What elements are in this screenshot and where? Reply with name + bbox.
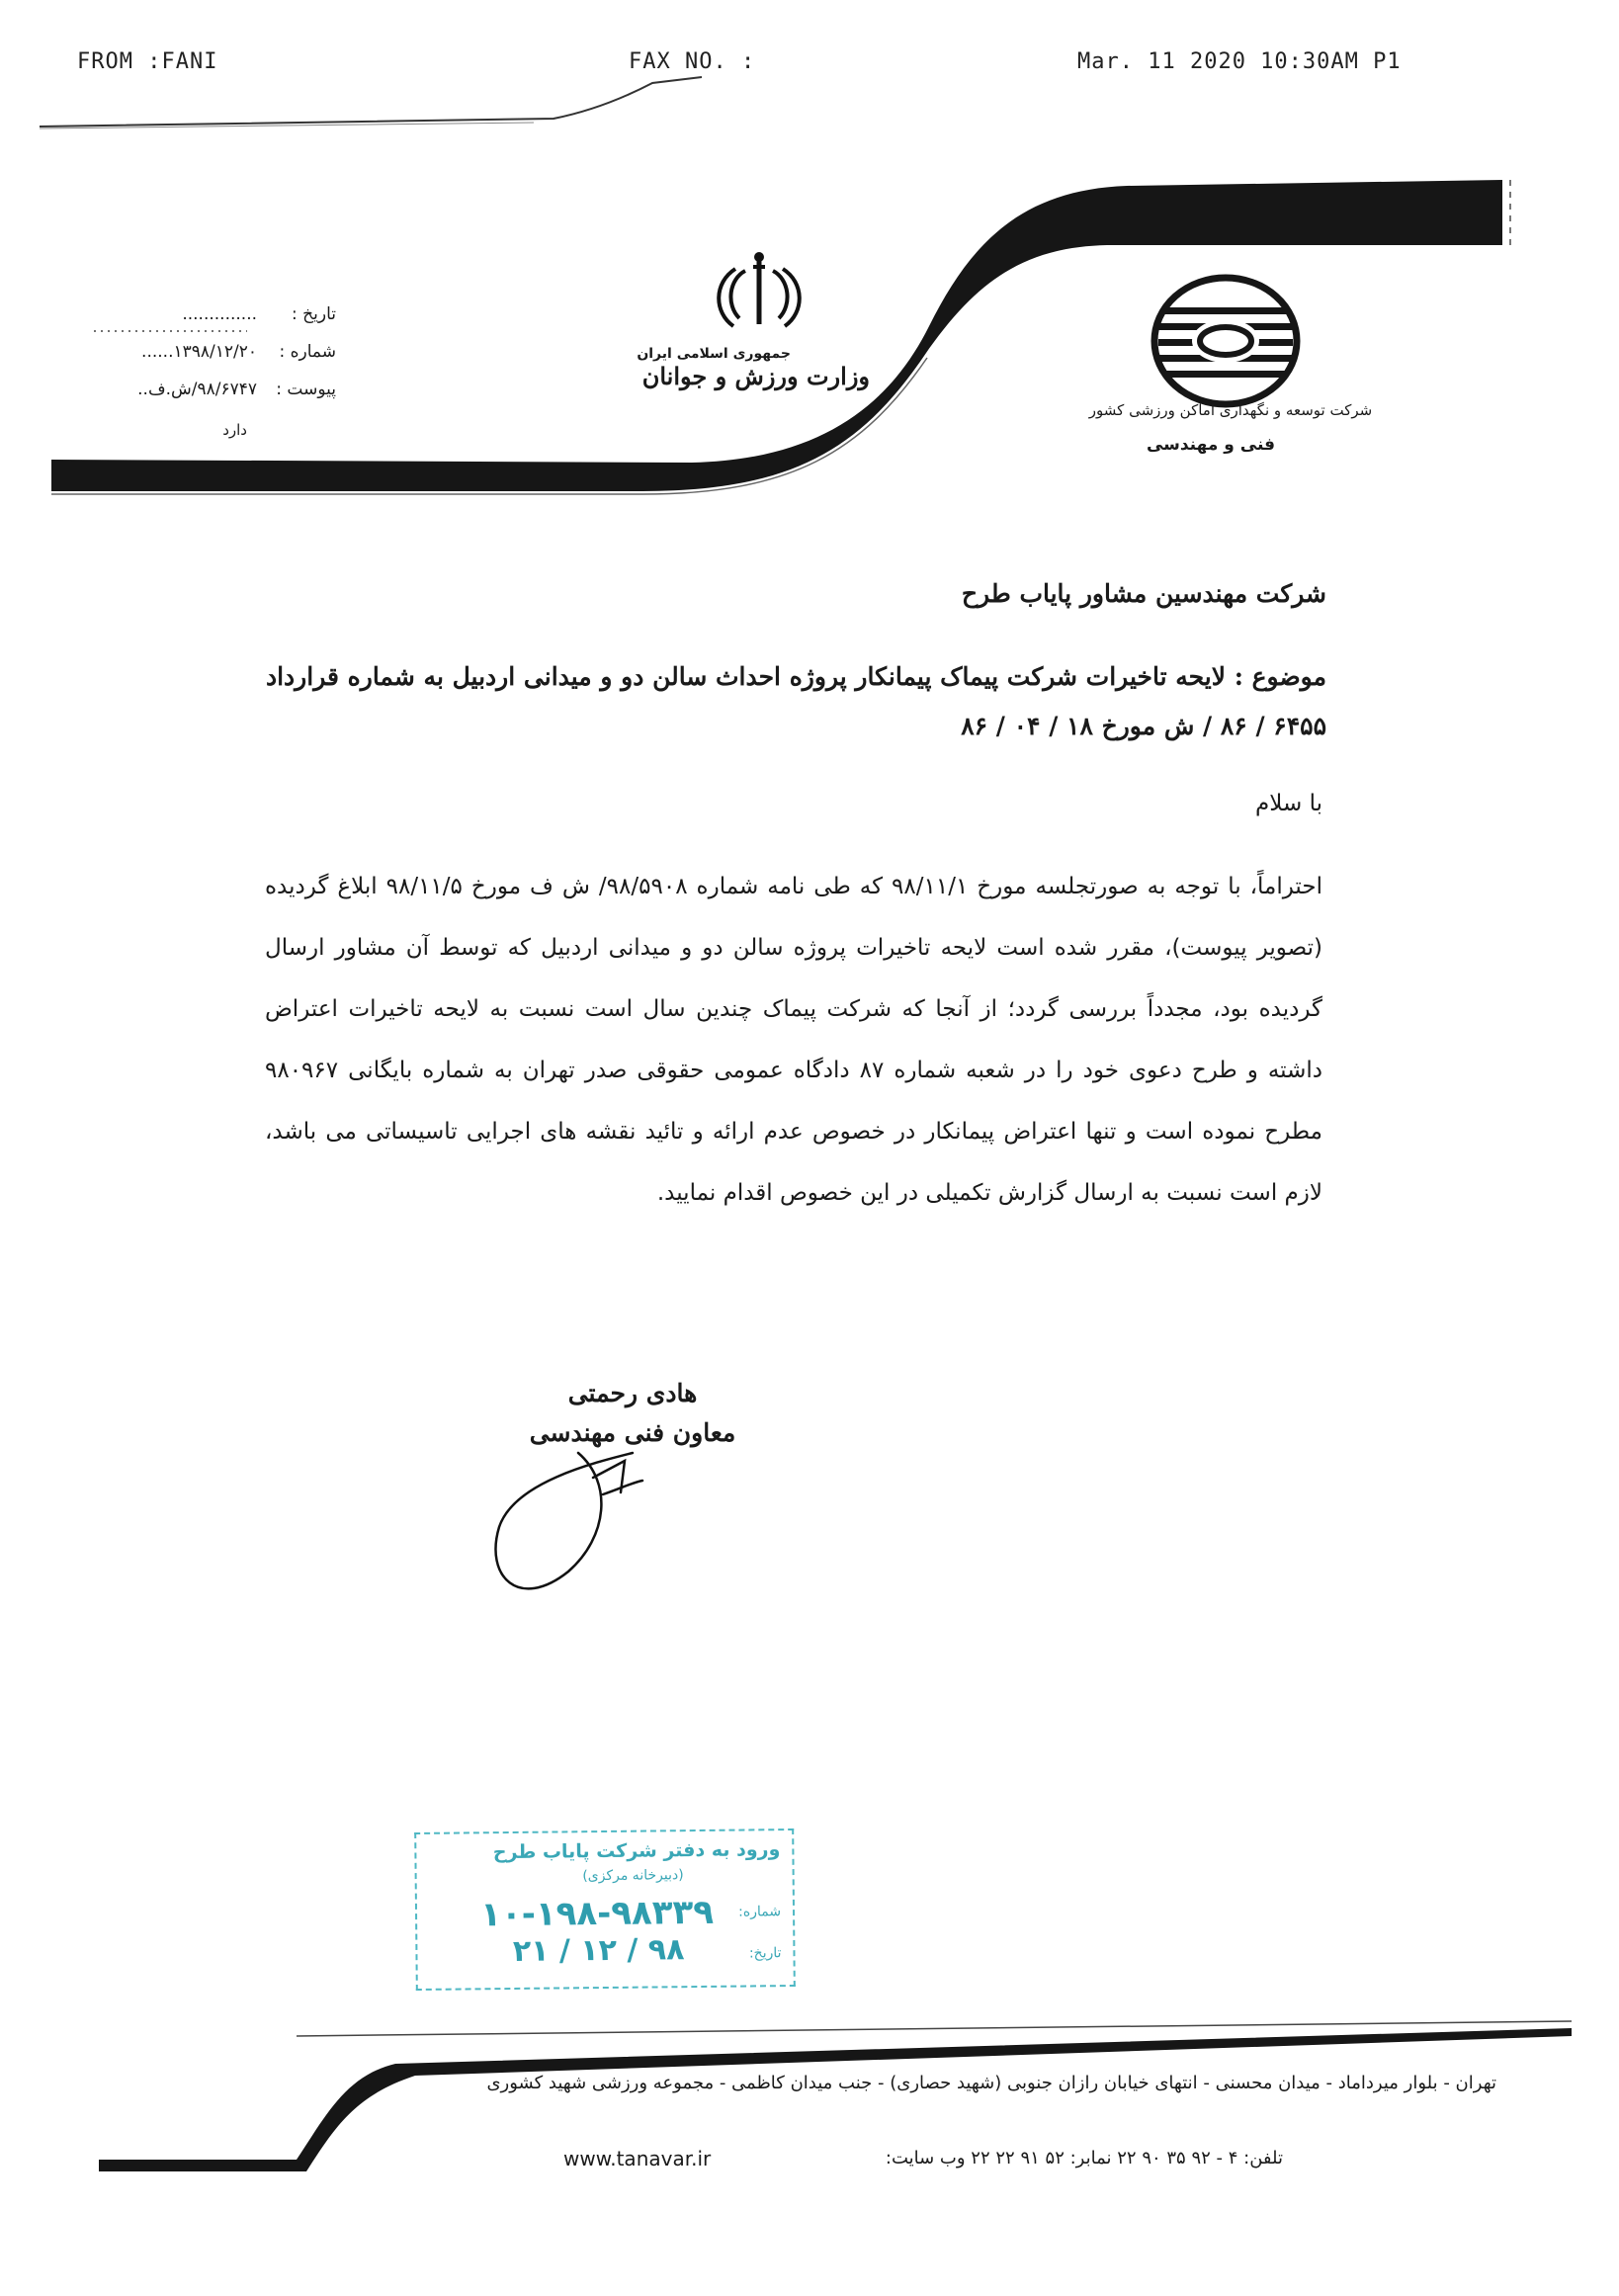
meta-number-label: شماره : (279, 342, 336, 362)
footer-band (99, 2028, 1572, 2171)
footer-phone: تلفن: ۴ - ۹۲ ۳۵ ۹۰ ۲۲ نمابر: ۵۲ ۹۱ ۲۲ ۲۲ وب سایت: (885, 2148, 1283, 2168)
meta-date-value: .............. (182, 304, 257, 324)
handwritten-signature-icon (495, 1453, 642, 1588)
body-paragraph: احتراماً، با توجه به صورتجلسه مورخ ۹۸/۱۱/۱ که طی نامه شماره ۹۸/۵۹۰۸/ ش ف مورخ ۹۸/۱۱/۵ ابلاغ گردیده (تصویر پیوست)، مقرر شده است لایحه تاخیرات پروژه سالن دو و میدانی اردبیل که توسط آن مشاور ارسال گردیده بود، مجدداً بررسی گردد؛ از آنجا که شرکت پیماک چندین سال است نسبت به لایحه تاخیرات اعتراض داشته و طرح دعوی خود را در شعبه شماره ۸۷ دادگاه عمومی حقوقی صدر تهران به شماره بایگانی ۹۸۰۹۶۷ مطرح نموده است و تنها اعتراض پیمانکار در خصوص عدم ارائه و تائید نقشه های اجرایی تاسیساتی می باشد، لازم است نسبت به ارسال گزارش تکمیلی در این خصوص اقدام نمایید. (265, 874, 1322, 1206)
company-logo-icon (1154, 278, 1297, 404)
company-name: شرکت توسعه و نگهداری اماکن ورزشی کشور (1088, 401, 1373, 419)
iran-name: جمهوری اسلامی ایران (637, 346, 791, 362)
subject-line-1: موضوع : لایحه تاخیرات شرکت پیماک پیمانکار پروژه احداث سالن دو و میدانی اردبیل به شماره قرارداد (265, 662, 1326, 691)
stamp-subtitle: (دبیرخانه مرکزی) (582, 1867, 684, 1885)
iran-emblem-icon (719, 254, 800, 326)
salutation: با سلام (1255, 791, 1322, 816)
footer-website: www.tanavar.ir (563, 2147, 712, 2170)
meta-number (79, 342, 336, 370)
stamp-number-label: شماره: (738, 1904, 782, 1920)
footer-address: تهران - بلوار میرداماد - میدان محسنی - انتهای خیابان رازان جنوبی (شهید حصاری) - جنب میدان کاظمی - مجموعه ورزشی شهید کشوری (486, 2073, 1496, 2093)
meta-attachment (79, 380, 336, 407)
department-name: فنی و مهندسی (1146, 435, 1276, 455)
meta-extra: دارد (222, 421, 247, 439)
subject (259, 652, 1326, 751)
meta-date-label: تاریخ : (292, 304, 336, 324)
stamp-number: ۱۰-۱۹۸-۹۸۳۳۹ (480, 1892, 715, 1935)
signatory-title: معاون فنی مهندسی (529, 1418, 736, 1447)
signatory-name: هادی رحمتی (567, 1379, 698, 1407)
stamp-title: ورود به دفتر شرکت پایاب طرح (492, 1838, 781, 1864)
received-stamp (414, 1828, 796, 1991)
stamp-date: ۹۸ / ۱۲ / ۲۱ (512, 1932, 685, 1969)
fax-from: FROM :FANI (77, 49, 218, 74)
fax-datetime: Mar. 11 2020 10:30AM P1 (1077, 49, 1402, 74)
meta-attachment-label: پیوست : (276, 380, 336, 399)
meta-attachment-value: ۹۸/۶۷۴۷/ش.ف.. (137, 380, 257, 399)
footer-rule (297, 2021, 1572, 2036)
stamp-date-label: تاریخ: (748, 1945, 782, 1962)
subject-line-2: ۶۴۵۵ / ۸۶ / ش مورخ ۱۸ / ۰۴ / ۸۶ (961, 712, 1326, 740)
meta-date (79, 304, 336, 332)
meta-number-value: ۱۳۹۸/۱۲/۲۰...... (141, 342, 257, 362)
fax-number-label: FAX NO. : (629, 49, 756, 74)
fax-rule (40, 77, 702, 127)
ministry-name: وزارت ورزش و جوانان (641, 362, 870, 390)
recipient: شرکت مهندسین مشاور پایاب طرح (961, 579, 1326, 608)
